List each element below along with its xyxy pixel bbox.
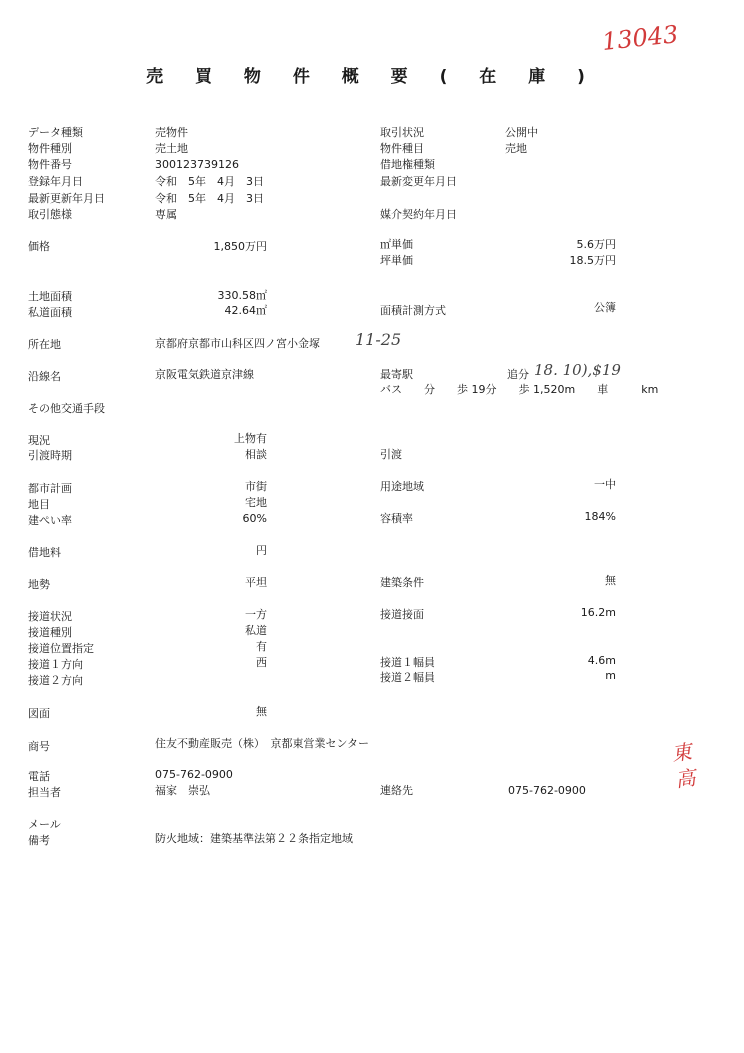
- value-build-cond: 無: [605, 574, 616, 587]
- label-property-item: 物件種目: [380, 142, 424, 155]
- value-trade-status: 公開中: [505, 126, 538, 139]
- value-road-w1: 4.6m: [587, 654, 616, 667]
- label-build-cond: 建築条件: [380, 576, 424, 589]
- value-lease-fee: 円: [256, 544, 267, 557]
- label-road-status: 接道状況: [28, 610, 72, 623]
- label-property-no: 物件番号: [28, 158, 72, 171]
- handwritten-sign: 東 高: [666, 740, 698, 790]
- label-latest-change: 最新変更年月日: [380, 175, 457, 188]
- label-road-dir1: 接道１方向: [28, 658, 83, 671]
- label-terrain: 地勢: [28, 578, 50, 591]
- label-trade-mode: 取引態様: [28, 208, 72, 221]
- label-other-transport: その他交通手段: [28, 402, 105, 415]
- value-bus: バス 分 歩 19分 歩 1,520m 車 km: [380, 383, 659, 396]
- label-road-w1: 接道１幅員: [380, 656, 435, 669]
- label-phone: 電話: [28, 770, 50, 783]
- value-use-zone: 一中: [594, 478, 616, 491]
- value-phone: 075-762-0900: [155, 768, 233, 781]
- label-status: 現況: [28, 434, 50, 447]
- value-road-w2: m: [605, 669, 616, 682]
- value-terrain: 平坦: [245, 576, 267, 589]
- value-location: 京都府京都市山科区四ノ宮小金塚: [155, 337, 320, 350]
- value-far: 184%: [584, 510, 616, 523]
- value-contact: 075-762-0900: [508, 784, 586, 797]
- label-location: 所在地: [28, 338, 61, 351]
- value-road-type: 私道: [245, 624, 267, 637]
- label-brokerage-date: 媒介契約年月日: [380, 208, 457, 221]
- label-mail: メール: [28, 818, 61, 831]
- label-road-type: 接道種別: [28, 626, 72, 639]
- label-private-road: 私道面積: [28, 306, 72, 319]
- value-staff: 福家 崇弘: [155, 784, 210, 797]
- label-company: 商号: [28, 740, 50, 753]
- label-staff: 担当者: [28, 786, 61, 799]
- label-coverage: 建ぺい率: [28, 514, 72, 527]
- value-reg-date: 令和 5年 4月 3日: [155, 175, 264, 188]
- value-sqm-price: 5.6万円: [576, 238, 616, 251]
- value-trade-mode: 専属: [155, 208, 177, 221]
- label-tsubo-price: 坪単価: [380, 254, 413, 267]
- label-area-method: 面積計測方式: [380, 304, 446, 317]
- label-drawing: 図面: [28, 707, 50, 720]
- value-property-type: 売土地: [155, 142, 188, 155]
- label-property-type: 物件種別: [28, 142, 72, 155]
- value-private-road: 42.64㎡: [224, 304, 267, 317]
- handwritten-number: 13043: [600, 20, 680, 56]
- label-city-plan: 都市計画: [28, 482, 72, 495]
- label-land-cat: 地目: [28, 498, 50, 511]
- label-road-w2: 接道２幅員: [380, 671, 435, 684]
- label-contact: 連絡先: [380, 784, 413, 797]
- label-data-type: データ種類: [28, 126, 83, 139]
- label-road-front: 接道接面: [380, 608, 424, 621]
- label-updated: 最新更新年月日: [28, 192, 105, 205]
- value-price: 1,850万円: [213, 240, 267, 253]
- value-road-desig: 有: [256, 640, 267, 653]
- label-remarks: 備考: [28, 834, 50, 847]
- value-tsubo-price: 18.5万円: [569, 254, 616, 267]
- page-title: 売 買 物 件 概 要 ( 在 庫 ): [146, 67, 598, 87]
- label-road-dir2: 接道２方向: [28, 674, 83, 687]
- handwritten-walk-note: 18. 10),$19: [534, 361, 621, 379]
- value-station: 追分: [507, 368, 529, 381]
- value-land-area: 330.58㎡: [217, 289, 267, 302]
- value-road-status: 一方: [245, 608, 267, 621]
- label-handover: 引渡時期: [28, 449, 72, 462]
- value-drawing: 無: [256, 705, 267, 718]
- label-land-area: 土地面積: [28, 290, 72, 303]
- value-coverage: 60%: [242, 512, 267, 525]
- label-far: 容積率: [380, 512, 413, 525]
- value-land-cat: 宅地: [245, 496, 267, 509]
- label-sqm-price: ㎡単価: [380, 238, 413, 251]
- label-leasehold: 借地権種類: [380, 158, 435, 171]
- value-handover: 相談: [245, 448, 267, 461]
- value-line: 京阪電気鉄道京津線: [155, 368, 254, 381]
- label-station: 最寄駅: [380, 368, 413, 381]
- value-data-type: 売物件: [155, 126, 188, 139]
- value-area-method: 公簿: [594, 301, 616, 314]
- value-road-dir1: 西: [256, 656, 267, 669]
- label-handover2: 引渡: [380, 448, 402, 461]
- value-property-item: 売地: [505, 142, 527, 155]
- value-city-plan: 市街: [245, 480, 267, 493]
- label-road-desig: 接道位置指定: [28, 642, 94, 655]
- value-property-no: 300123739126: [155, 158, 239, 171]
- label-trade-status: 取引状況: [380, 126, 424, 139]
- handwritten-address-suffix: 11-25: [355, 330, 402, 349]
- value-updated: 令和 5年 4月 3日: [155, 192, 264, 205]
- label-use-zone: 用途地域: [380, 480, 424, 493]
- value-road-front: 16.2m: [580, 606, 616, 619]
- value-company: 住友不動産販売（株） 京都東営業センター: [155, 737, 370, 750]
- value-remarks: 防火地域：建築基準法第２２条指定地域: [155, 832, 353, 845]
- label-price: 価格: [28, 240, 50, 253]
- label-line: 沿線名: [28, 370, 61, 383]
- label-lease-fee: 借地料: [28, 546, 61, 559]
- value-status: 上物有: [234, 432, 267, 445]
- label-reg-date: 登録年月日: [28, 175, 83, 188]
